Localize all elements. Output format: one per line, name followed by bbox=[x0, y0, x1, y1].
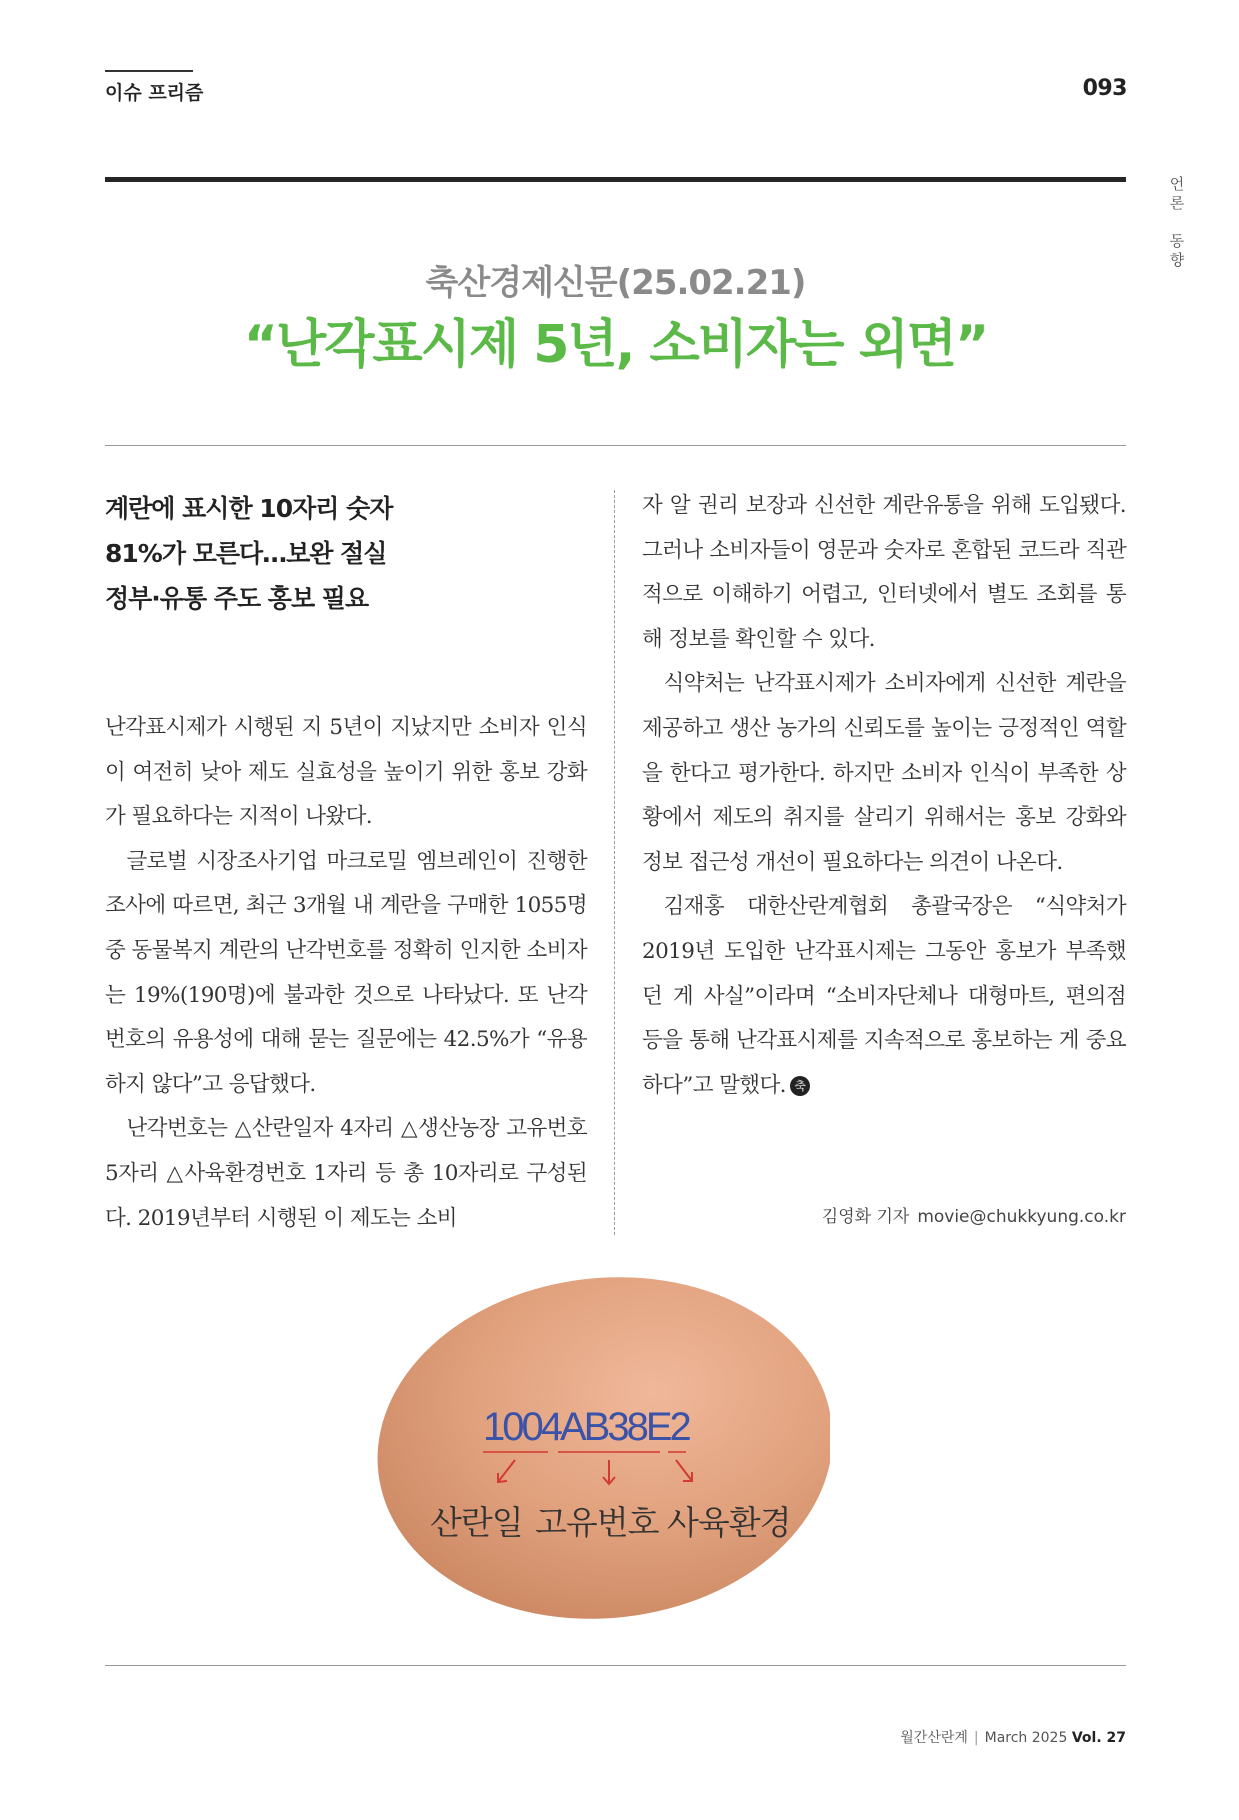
paragraph: 난각번호는 △산란일자 4자리 △생산농장 고유번호 5자리 △사육환경번호 1자리 등 총 10자리로 구성된다. 2019년부터 시행된 이 제도는 소비 bbox=[105, 1116, 587, 1231]
side-tab bbox=[1165, 175, 1189, 270]
label-farm-id: 고유번호 bbox=[535, 1503, 659, 1542]
page-number: 093 bbox=[1082, 76, 1127, 101]
column-divider bbox=[614, 490, 615, 1235]
footer-volume: Vol. 27 bbox=[1071, 1730, 1126, 1746]
page-footer bbox=[900, 1727, 1126, 1747]
article-source: 축산경제신문(25.02.21) bbox=[425, 263, 806, 303]
byline bbox=[822, 1202, 1126, 1227]
end-mark-icon: 축 bbox=[790, 1076, 810, 1096]
paragraph bbox=[642, 885, 1126, 1108]
side-tab-char: 언 bbox=[1169, 175, 1185, 193]
paragraph-text: 김재홍 대한산란계협회 총괄국장은 “식약처가 2019년 도입한 난각표시제는 그동안 홍보가 부족했던 게 사실”이라며 “소비자단체나 대형마트, 편의점 등을 통해 난각표시제를 지속적으로 홍보하는 게 중요하다”고 말했다. bbox=[642, 894, 1126, 1098]
paragraph bbox=[642, 662, 1126, 885]
section-label: 이슈 프리즘 bbox=[105, 82, 204, 104]
side-tab-char bbox=[1165, 213, 1189, 232]
byline-email: movie@chukkyung.co.kr bbox=[917, 1207, 1126, 1227]
paragraph: 난각표시제가 시행된 지 5년이 지났지만 소비자 인식이 여전히 낮아 제도 실효성을 높이기 위한 홍보 강화가 필요하다는 지적이 나왔다. bbox=[105, 715, 587, 830]
subhead-line: 정부·유통 주도 홍보 필요 bbox=[105, 584, 369, 613]
article-left-column bbox=[105, 706, 587, 1241]
article-right-column bbox=[642, 484, 1126, 1108]
bottom-rule bbox=[105, 1665, 1126, 1666]
side-tab-char: 동 bbox=[1169, 232, 1185, 250]
side-tab-char: 향 bbox=[1169, 251, 1185, 269]
paragraph: 자 알 권리 보장과 신선한 계란유통을 위해 도입됐다. 그러나 소비자들이 영문과 숫자로 혼합된 코드라 직관적으로 이해하기 어렵고, 인터넷에서 별도 조회를 통해 정보를 확인할 수 있다. bbox=[642, 493, 1126, 652]
subhead-line: 계란에 표시한 10자리 숫자 bbox=[105, 494, 393, 523]
label-environment: 사육환경 bbox=[667, 1503, 791, 1542]
section-label-rule bbox=[105, 70, 193, 72]
subhead-line: 81%가 모른다…보완 절실 bbox=[105, 539, 387, 568]
side-tab-char: 론 bbox=[1169, 194, 1185, 212]
byline-name: 김영화 기자 bbox=[821, 1207, 910, 1227]
headline-rule bbox=[105, 445, 1126, 446]
label-laying-date: 산란일 bbox=[430, 1503, 523, 1542]
egg-shell-code: 1004AB38E2 bbox=[483, 1405, 689, 1449]
paragraph-text: 식약처는 난각표시제가 소비자에게 신선한 계란을 제공하고 생산 농가의 신뢰도를 높이는 긍정적인 역할을 한다고 평가한다. 하지만 소비자 인식이 부족한 상황에서 제도의 취지를 살리기 위해서는 홍보 강화와 정보 접근성 개선이 필요하다는 의견이 나온다. bbox=[642, 671, 1126, 875]
footer-separator: | bbox=[973, 1730, 979, 1746]
top-rule bbox=[105, 177, 1126, 182]
footer-magazine: 월간산란계 bbox=[900, 1730, 968, 1746]
article-subheads bbox=[105, 486, 585, 621]
paragraph: 글로벌 시장조사기업 마크로밀 엠브레인이 진행한 조사에 따르면, 최근 3개월 내 계란을 구매한 1055명 중 동물복지 계란의 난각번호를 정확히 인지한 소비자는 19%(190명)에 불과한 것으로 나타났다. 또 난각번호의 유용성에 대해 묻는 질문에는 42.5%가 “유용하지 않다”고 응답했다. bbox=[105, 848, 587, 1097]
article-headline: “난각표시제 5년, 소비자는 외면” bbox=[243, 315, 988, 375]
footer-issue: March 2025 bbox=[984, 1730, 1068, 1746]
